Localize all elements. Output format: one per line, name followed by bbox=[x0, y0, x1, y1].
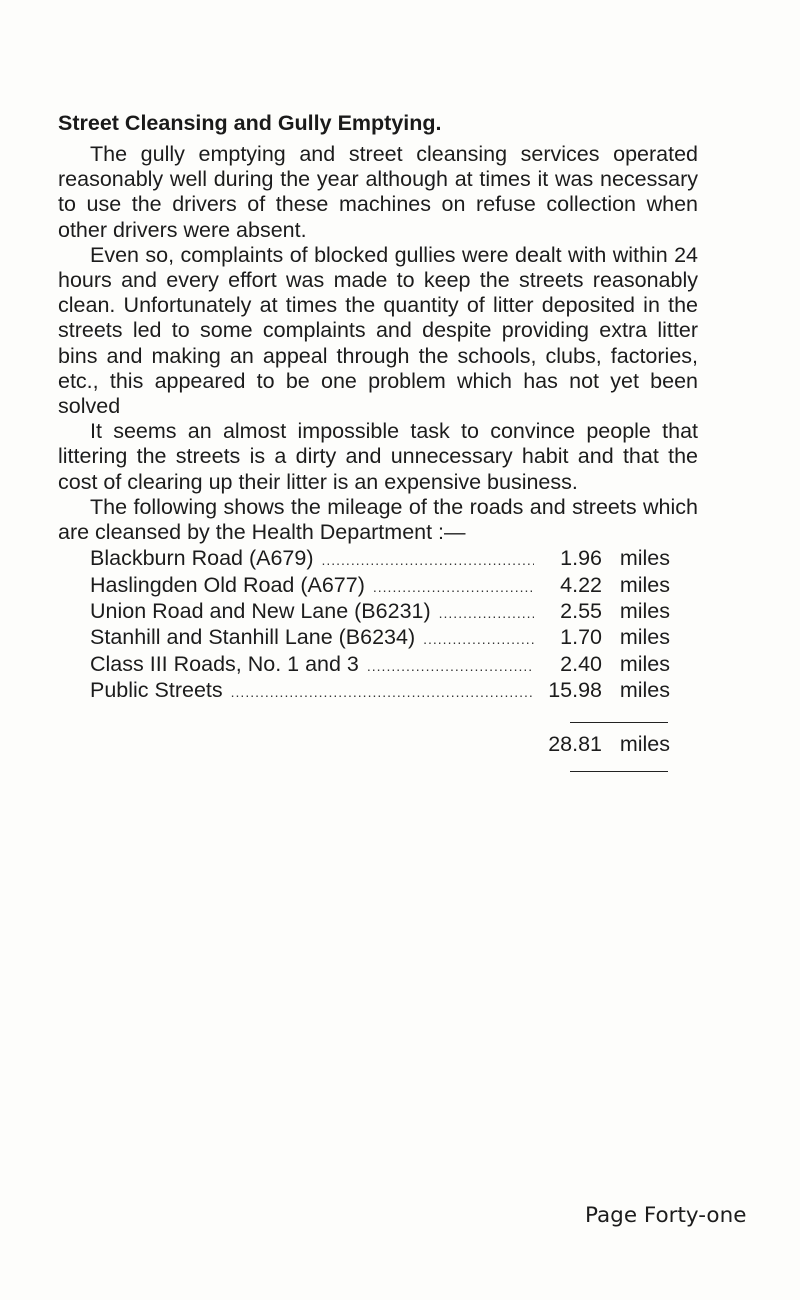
road-mileage: 1.70 bbox=[560, 625, 602, 650]
dot-leader bbox=[423, 627, 534, 651]
mileage-table bbox=[90, 546, 670, 704]
total-row bbox=[58, 732, 670, 756]
road-name: Stanhill and Stanhill Lane (B6234) bbox=[90, 625, 416, 650]
dot-leader bbox=[373, 575, 534, 599]
table-row bbox=[90, 678, 670, 704]
mileage-unit: miles bbox=[619, 599, 670, 624]
page-number: Page Forty-one bbox=[585, 1203, 747, 1228]
mileage-unit: miles bbox=[619, 625, 670, 650]
table-row bbox=[90, 546, 670, 572]
road-mileage: 1.96 bbox=[560, 546, 602, 571]
section-heading: Street Cleansing and Gully Emptying. bbox=[58, 111, 442, 135]
road-mileage: 15.98 bbox=[548, 678, 602, 703]
road-name: Blackburn Road (A679) bbox=[90, 546, 314, 571]
mileage-unit: miles bbox=[619, 546, 670, 571]
dot-leader bbox=[321, 548, 534, 572]
dot-leader bbox=[367, 654, 534, 678]
table-row bbox=[90, 652, 670, 678]
mileage-unit: miles bbox=[619, 572, 670, 597]
road-mileage: 2.55 bbox=[560, 599, 602, 624]
table-row bbox=[90, 573, 670, 599]
road-name: Haslingden Old Road (A677) bbox=[90, 572, 365, 597]
mileage-unit: miles bbox=[619, 651, 670, 676]
total-rule-bottom bbox=[570, 771, 668, 772]
paragraph-complaints: Even so, complaints of blocked gullies were dealt with within 24 hours and every effort was made to keep the streets reasonably clean. Unfortunately at times the quantity of litter deposited in the streets led to some complaints and despite providing extra litter bins and making an appeal through the schools, clubs, factories, etc., this appeared to be one problem which has not yet been solved bbox=[58, 242, 698, 419]
total-rule-top bbox=[570, 722, 668, 723]
dot-leader bbox=[439, 601, 534, 625]
table-row bbox=[90, 625, 670, 651]
road-mileage: 4.22 bbox=[560, 572, 602, 597]
total-mileage: 28.81 bbox=[548, 731, 602, 756]
total-unit: miles bbox=[619, 731, 670, 756]
road-name: Union Road and New Lane (B6231) bbox=[90, 599, 431, 624]
road-mileage: 2.40 bbox=[560, 651, 602, 676]
paragraph-mileage-intro: The following shows the mileage of the roads and streets which are cleansed by the Health Department :— bbox=[58, 494, 698, 545]
table-row bbox=[90, 599, 670, 625]
page-content bbox=[58, 108, 698, 772]
mileage-unit: miles bbox=[619, 678, 670, 703]
paragraph-littering: It seems an almost impossible task to convince people that littering the streets is a dirty and unnecessary habit and that the cost of clearing up their litter is an expensive business. bbox=[58, 419, 698, 494]
road-name: Public Streets bbox=[90, 678, 223, 703]
road-name: Class III Roads, No. 1 and 3 bbox=[90, 651, 359, 676]
dot-leader bbox=[231, 680, 534, 704]
paragraph-gully-emptying: The gully emptying and street cleansing services operated reasonably well during the year although at times it was necessary to use the drivers of these machines on refuse collection when other drivers were absent. bbox=[58, 142, 698, 242]
